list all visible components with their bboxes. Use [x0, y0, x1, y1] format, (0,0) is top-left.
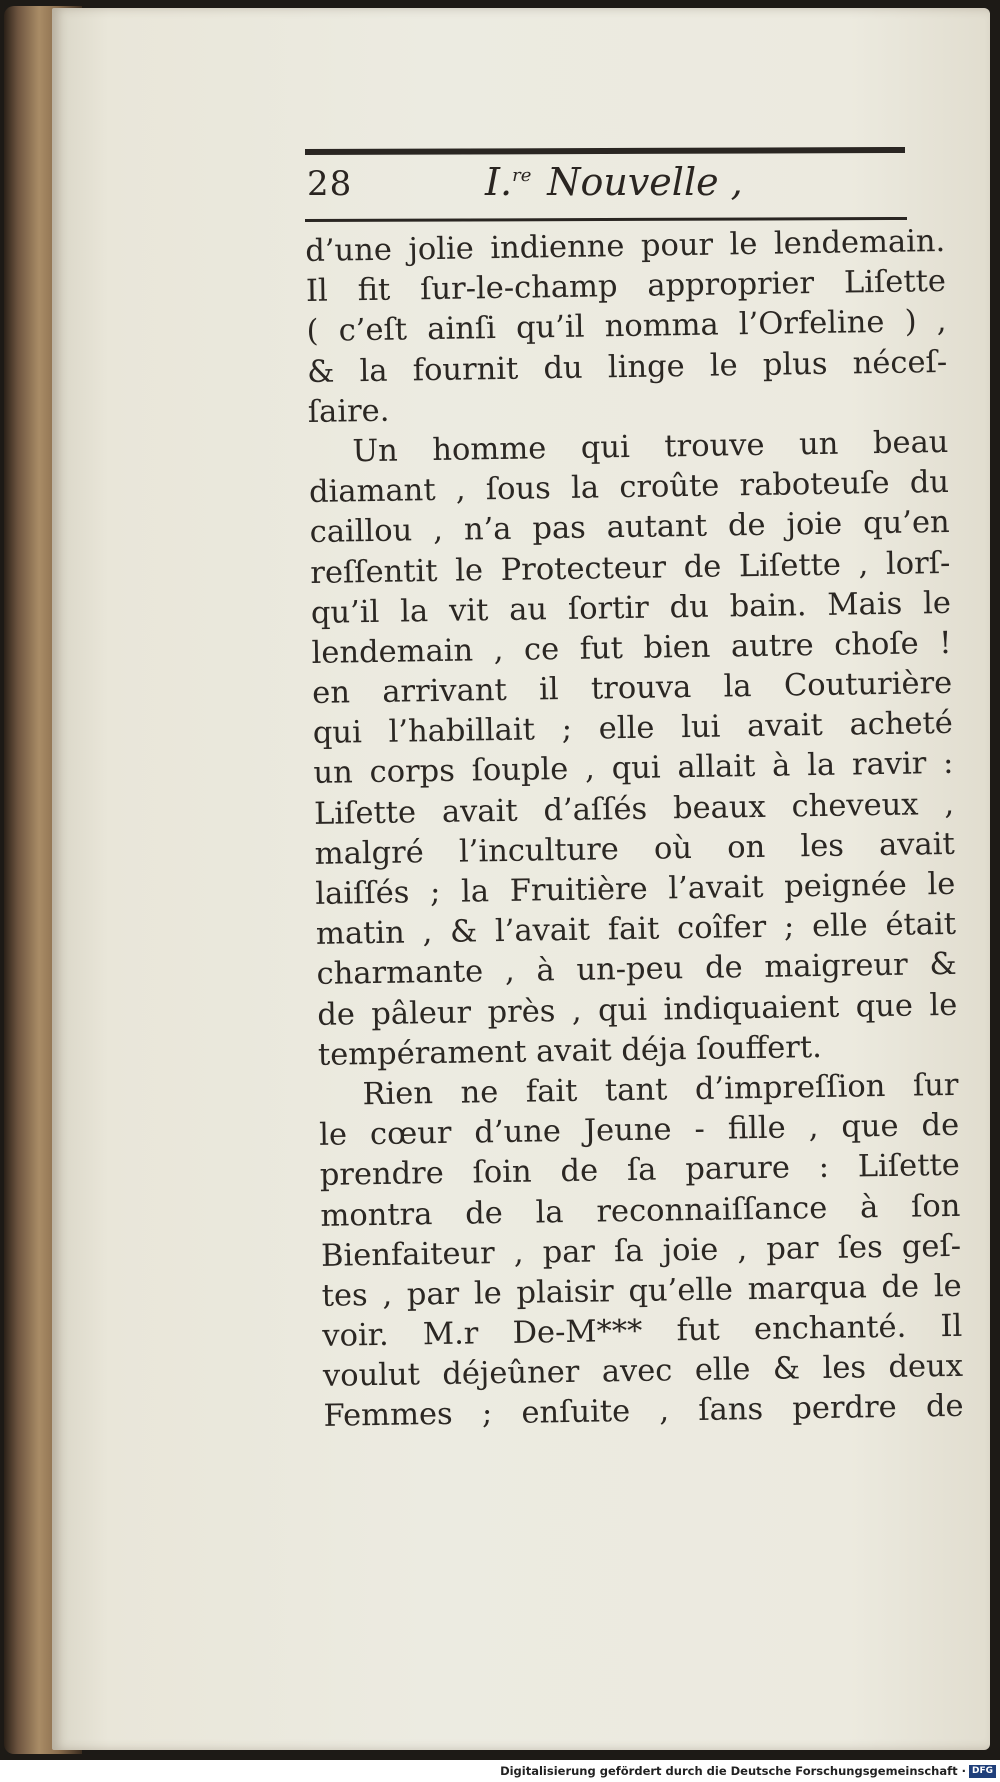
page-header	[305, 160, 905, 212]
text-line: ſaire.	[307, 393, 390, 430]
text-line: laiſſés ; la Fruitière l’avait peignée le	[315, 866, 956, 912]
text-line: tempérament avait déja ſouffert.	[317, 1029, 823, 1073]
text-line: qui l’habillait ; elle lui avait acheté	[312, 706, 954, 752]
text-line: montra de la reconnaiſſance à ſon	[320, 1188, 961, 1234]
text-line: en arrivant il trouva la Couturière	[311, 665, 953, 712]
running-title	[485, 160, 743, 204]
text-line: charmante , à un-peu de maigreur &	[316, 947, 957, 993]
text-line: Bienfaiteur , par ſa joie , par ſes geſ-	[320, 1228, 962, 1274]
text-line: un corps ſouple , qui allait à la ravir :	[313, 746, 954, 792]
text-line: voir. M.r De-M*** fut enchanté. Il	[322, 1308, 963, 1354]
text-line: le cœur d’une Jeune - fille , que de	[318, 1107, 960, 1154]
running-title-superscript: re	[512, 165, 532, 186]
text-line: voulut déjeûner avec elle & les deux	[322, 1349, 964, 1395]
text-line: de pâleur près , qui indiquaient que le	[317, 987, 958, 1033]
footer-bar	[0, 1762, 1000, 1782]
text-line: malgré l’inculture où on les avait	[314, 826, 955, 872]
text-line: d’une jolie indienne pour le lendemain.	[305, 223, 946, 269]
text-line: qu’il la vit au ſortir du bain. Mais le	[310, 585, 952, 631]
text-line: diamant , ſous la croûte raboteuſe du	[308, 465, 950, 511]
page-number: 28	[307, 164, 353, 204]
text-line: ( c’eſt ainſi qu’il nomma l’Orfeline ) ,	[306, 304, 947, 350]
text-line: caillou , n’a pas autant de joie qu’en	[309, 505, 950, 551]
dfg-logo: DFG	[969, 1765, 996, 1778]
text-line: tes , par le plaisir qu’elle marqua de le	[321, 1268, 962, 1314]
text-line: Femmes ; enſuite , ſans perdre de	[323, 1389, 964, 1435]
text-line: Il fit ſur-le-champ approprier Liſette	[305, 264, 947, 310]
running-title-prefix: I.	[485, 160, 513, 204]
text-line: Liſette avait d’aſſés beaux cheveux ,	[313, 786, 955, 832]
running-title-main: Nouvelle ,	[547, 160, 743, 204]
text-line: & la fournit du linge le plus néceſ-	[306, 344, 948, 390]
text-line: lendemain , ce fut bien autre choſe !	[311, 625, 952, 671]
text-line: prendre ſoin de ſa parure : Liſette	[319, 1148, 961, 1194]
funding-credit: Digitalisierung gefördert durch die Deutsche Forschungsgemeinschaft ·	[500, 1764, 966, 1778]
text-line: reſſentit le Protecteur de Liſette , lorſ-	[310, 545, 951, 591]
text-line: matin , & l’avait fait coîfer ; elle était	[315, 907, 957, 953]
body-text	[305, 222, 964, 1438]
text-line: Rien ne fait tant d’impreſſion ſur	[362, 1067, 959, 1113]
text-line: Un homme qui trouve un beau	[352, 424, 949, 470]
